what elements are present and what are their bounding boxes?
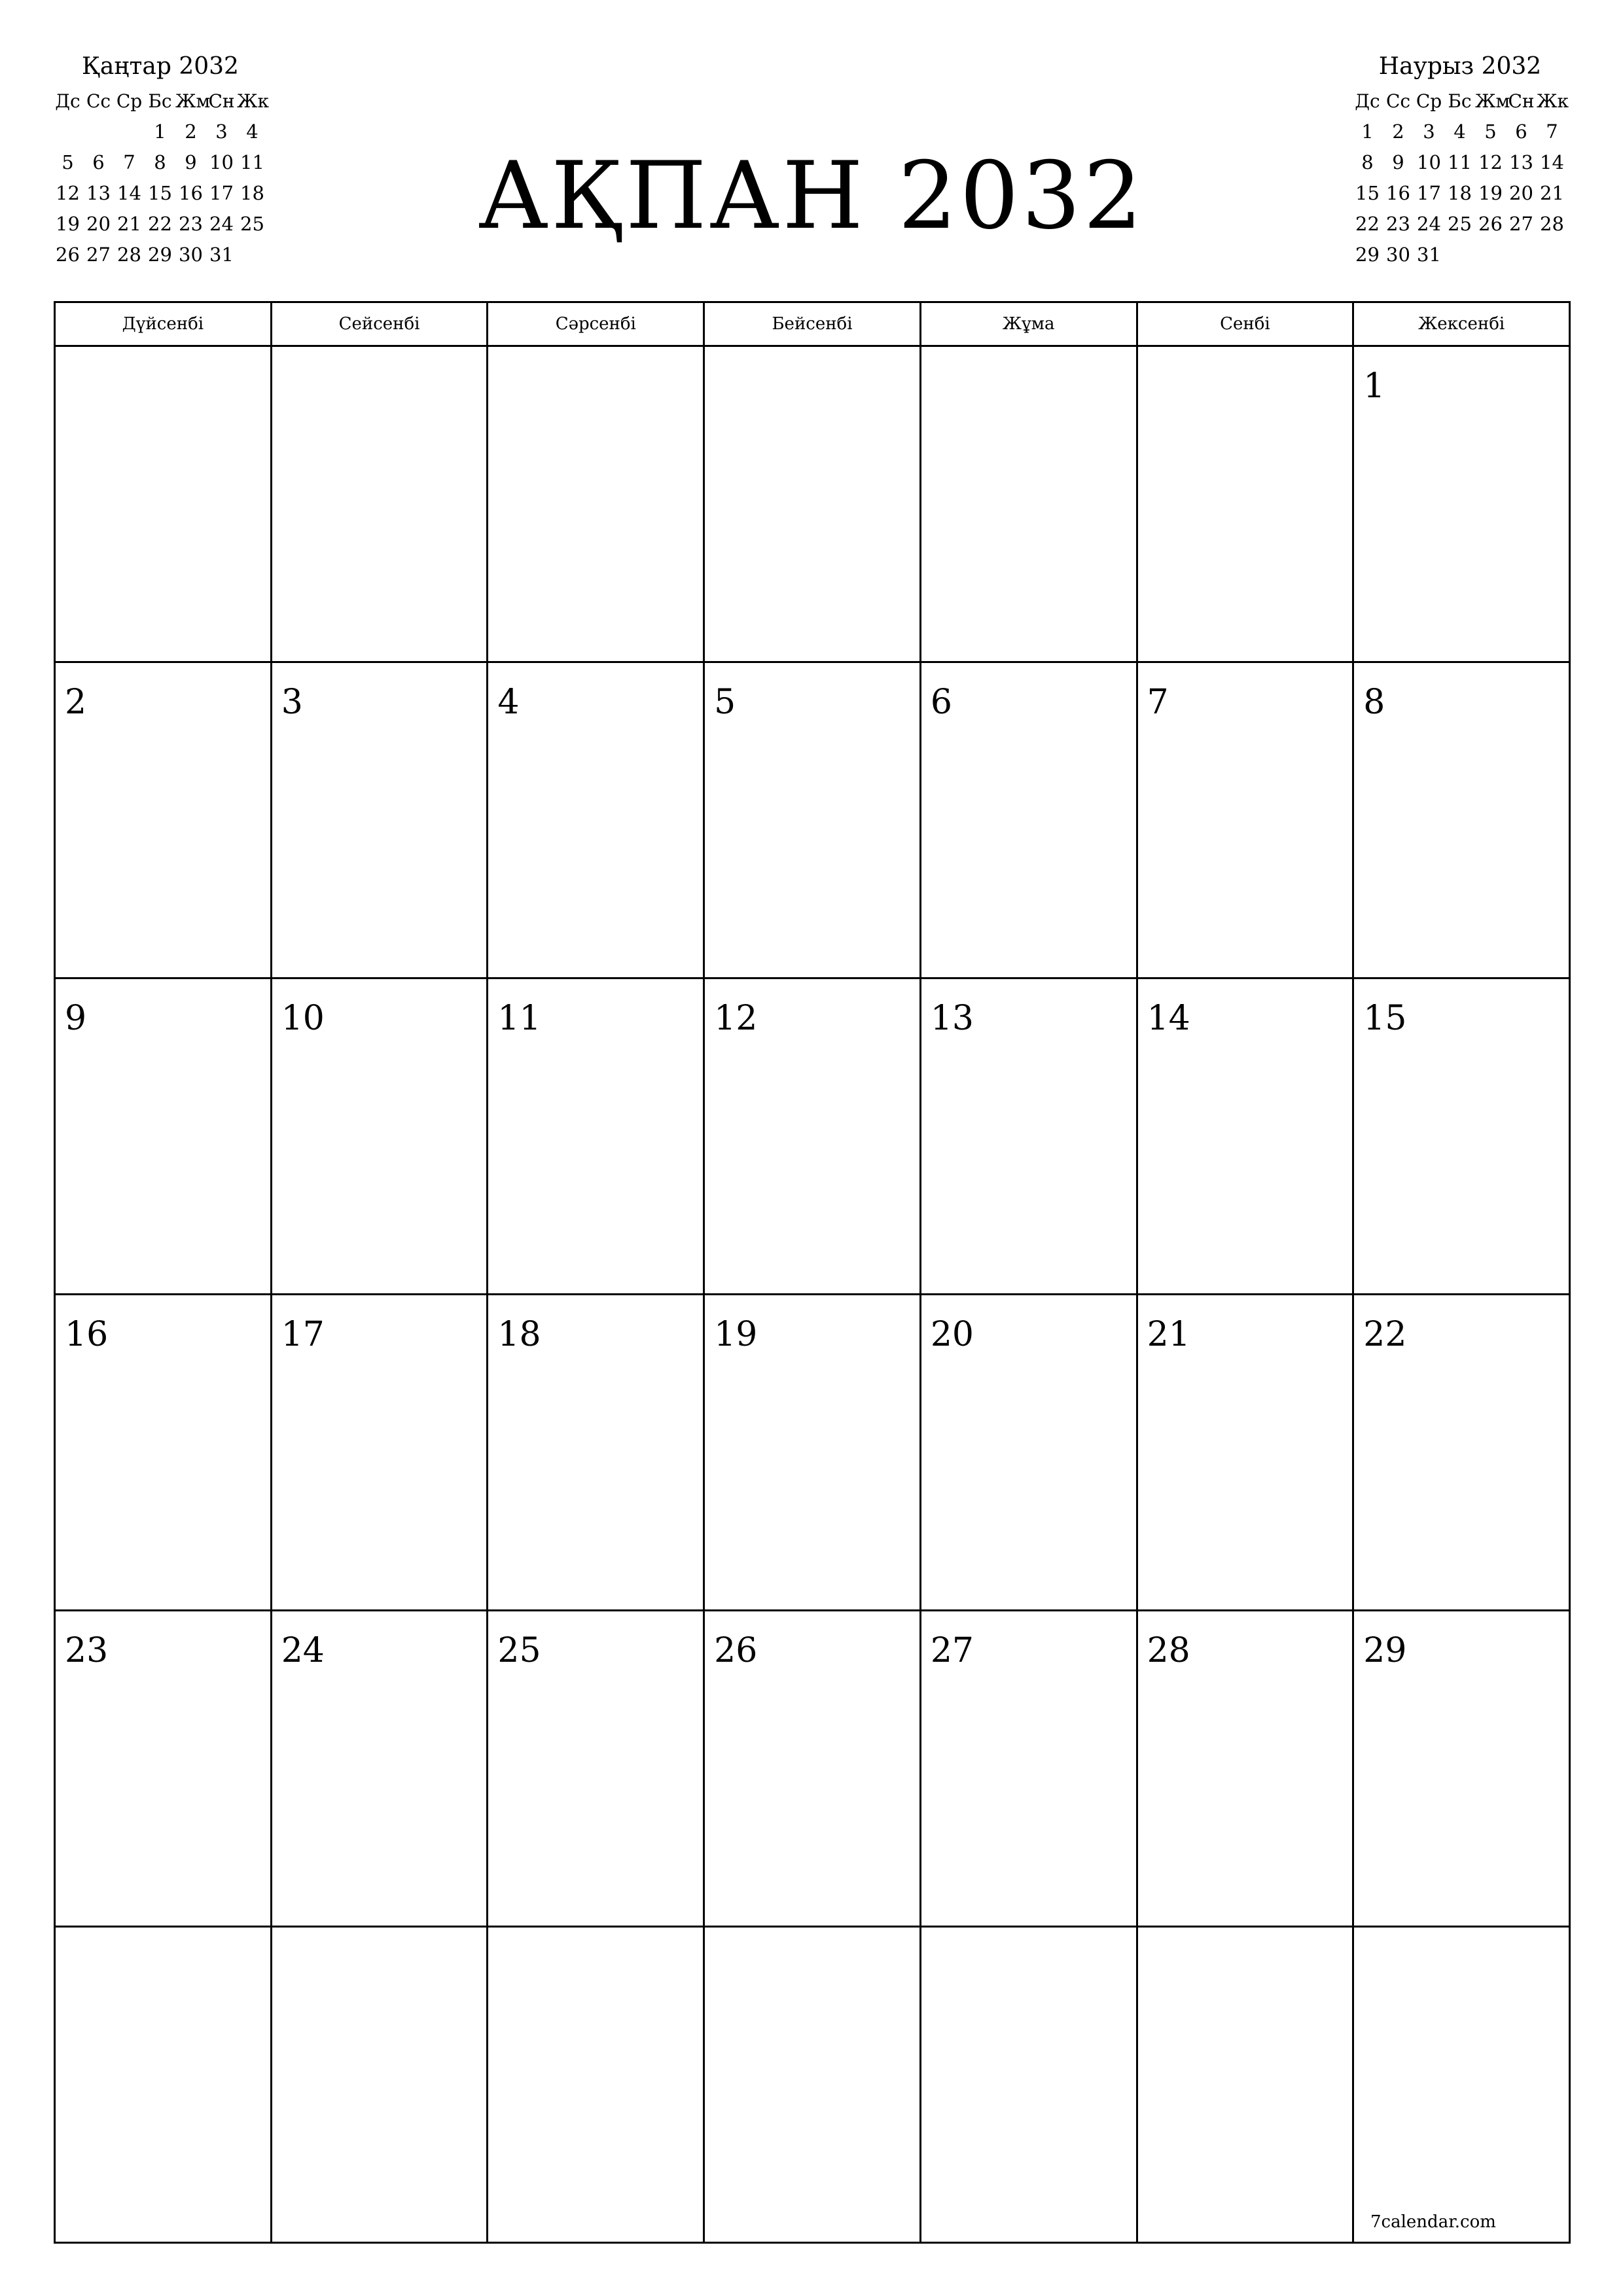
day-cell — [1354, 1928, 1571, 2244]
mini-day: 3 — [215, 120, 228, 143]
day-cell — [488, 663, 705, 979]
day-cell — [705, 663, 921, 979]
day-cell — [272, 979, 489, 1295]
mini-day: 13 — [1509, 151, 1533, 173]
mini-day: 10 — [1417, 151, 1441, 173]
day-number: 6 — [930, 683, 952, 722]
mini-weekday-header: Ср — [116, 90, 143, 112]
weekday-header-row — [54, 301, 1571, 347]
weekday-header: Дүйсенбі — [56, 303, 272, 347]
mini-day: 5 — [1484, 120, 1497, 143]
day-number: 17 — [281, 1315, 325, 1354]
mini-day: 18 — [1448, 182, 1472, 204]
day-cell — [56, 663, 272, 979]
mini-day: 24 — [209, 213, 234, 235]
day-cell — [1138, 1295, 1355, 1611]
mini-weekday-header: Жм — [1475, 90, 1510, 112]
mini-day: 12 — [56, 182, 80, 204]
day-cell — [56, 347, 272, 663]
day-cell — [921, 663, 1138, 979]
day-cell — [705, 1928, 921, 2244]
mini-day: 31 — [1417, 243, 1441, 266]
day-cell — [921, 1928, 1138, 2244]
day-number: 8 — [1363, 683, 1385, 722]
day-grid — [54, 347, 1571, 2244]
mini-weekday-header: Ср — [1416, 90, 1442, 112]
day-cell — [488, 979, 705, 1295]
day-cell — [488, 1611, 705, 1928]
mini-day: 28 — [1540, 213, 1564, 235]
mini-day: 1 — [154, 120, 166, 143]
day-cell — [272, 1295, 489, 1611]
mini-day: 9 — [185, 151, 197, 173]
mini-day: 4 — [246, 120, 259, 143]
day-cell — [1354, 1611, 1571, 1928]
mini-weekday-header: Сн — [1508, 90, 1535, 112]
mini-day: 22 — [1355, 213, 1380, 235]
mini-day: 25 — [1448, 213, 1472, 235]
mini-weekday-header: Сн — [208, 90, 235, 112]
day-number: 1 — [1363, 367, 1385, 406]
mini-weekday-header: Бс — [148, 90, 172, 112]
mini-day: 26 — [56, 243, 80, 266]
mini-day: 20 — [1509, 182, 1533, 204]
mini-day: 29 — [1355, 243, 1380, 266]
mini-day: 14 — [1540, 151, 1564, 173]
mini-day: 3 — [1423, 120, 1435, 143]
mini-day: 21 — [1540, 182, 1564, 204]
day-cell — [1354, 979, 1571, 1295]
day-number: 25 — [497, 1631, 541, 1670]
mini-day: 23 — [179, 213, 203, 235]
mini-day — [1475, 240, 1506, 270]
day-number: 15 — [1363, 999, 1407, 1038]
day-number: 26 — [714, 1631, 758, 1670]
mini-day: 24 — [1417, 213, 1441, 235]
day-number: 9 — [65, 999, 87, 1038]
mini-day: 8 — [1361, 151, 1374, 173]
weekday-header: Сейсенбі — [272, 303, 489, 347]
mini-day: 13 — [86, 182, 111, 204]
mini-day: 27 — [1509, 213, 1533, 235]
mini-day: 30 — [1386, 243, 1410, 266]
day-number: 19 — [714, 1315, 758, 1354]
day-number: 2 — [65, 683, 87, 722]
mini-weekday-header: Жм — [175, 90, 211, 112]
day-number: 22 — [1363, 1315, 1407, 1354]
mini-day: 11 — [1448, 151, 1472, 173]
mini-calendar-title: Наурыз 2032 — [1378, 53, 1542, 80]
mini-day: 31 — [209, 243, 234, 266]
day-cell — [56, 1295, 272, 1611]
mini-day: 22 — [148, 213, 172, 235]
mini-day: 30 — [179, 243, 203, 266]
day-number: 5 — [714, 683, 736, 722]
month-calendar — [54, 301, 1571, 2244]
mini-day: 25 — [240, 213, 264, 235]
mini-day: 4 — [1454, 120, 1466, 143]
mini-day: 6 — [1515, 120, 1527, 143]
mini-day: 17 — [209, 182, 234, 204]
mini-day: 27 — [86, 243, 111, 266]
day-cell — [1354, 1295, 1571, 1611]
weekday-header: Сенбі — [1138, 303, 1355, 347]
day-number: 12 — [714, 999, 758, 1038]
day-number: 24 — [281, 1631, 325, 1670]
day-cell — [705, 347, 921, 663]
mini-day: 8 — [154, 151, 166, 173]
mini-weekday-header: Дс — [1355, 90, 1380, 112]
mini-day — [1506, 240, 1537, 270]
mini-day: 9 — [1392, 151, 1404, 173]
mini-day: 28 — [117, 243, 141, 266]
mini-day: 6 — [92, 151, 105, 173]
mini-day: 20 — [86, 213, 111, 235]
mini-day: 14 — [117, 182, 141, 204]
day-number: 11 — [497, 999, 541, 1038]
day-number: 14 — [1147, 999, 1190, 1038]
day-number: 29 — [1363, 1631, 1407, 1670]
day-cell — [1138, 347, 1355, 663]
day-cell — [488, 347, 705, 663]
mini-weekday-header: Сс — [1385, 90, 1411, 112]
mini-day: 10 — [209, 151, 234, 173]
day-cell — [488, 1295, 705, 1611]
day-cell — [1354, 663, 1571, 979]
mini-weekday-header: Жк — [1537, 90, 1569, 112]
mini-day: 2 — [185, 120, 197, 143]
mini-day: 16 — [179, 182, 203, 204]
day-number: 4 — [497, 683, 520, 722]
day-number: 7 — [1147, 683, 1169, 722]
mini-day: 29 — [148, 243, 172, 266]
mini-day — [1444, 240, 1475, 270]
day-number: 13 — [930, 999, 974, 1038]
mini-weekday-header: Сс — [86, 90, 111, 112]
weekday-header: Жексенбі — [1354, 303, 1571, 347]
day-cell — [272, 663, 489, 979]
day-cell — [921, 1611, 1138, 1928]
day-number: 20 — [930, 1315, 974, 1354]
watermark: 7calendar.com — [1370, 2212, 1496, 2232]
weekday-header: Сәрсенбі — [488, 303, 705, 347]
day-cell — [56, 979, 272, 1295]
day-cell — [705, 979, 921, 1295]
day-cell — [272, 1928, 489, 2244]
mini-day: 18 — [240, 182, 264, 204]
day-cell — [272, 347, 489, 663]
day-cell — [1138, 1611, 1355, 1928]
mini-day: 26 — [1478, 213, 1503, 235]
day-cell — [1138, 663, 1355, 979]
mini-day: 15 — [1355, 182, 1380, 204]
page-title: АҚПАН 2032 — [478, 142, 1145, 250]
day-number: 16 — [65, 1315, 109, 1354]
mini-day: 7 — [1546, 120, 1558, 143]
day-cell — [1138, 979, 1355, 1295]
mini-calendar-grid — [1352, 86, 1568, 270]
mini-calendar-title: Қаңтар 2032 — [82, 53, 239, 80]
mini-day: 17 — [1417, 182, 1441, 204]
day-cell — [705, 1611, 921, 1928]
mini-calendar-next — [1352, 50, 1568, 270]
day-cell — [56, 1611, 272, 1928]
day-cell — [921, 979, 1138, 1295]
day-cell — [921, 1295, 1138, 1611]
mini-weekday-header: Жк — [237, 90, 269, 112]
mini-day: 11 — [240, 151, 264, 173]
mini-weekday-header: Бс — [1448, 90, 1472, 112]
day-cell — [272, 1611, 489, 1928]
mini-day: 23 — [1386, 213, 1410, 235]
day-cell — [488, 1928, 705, 2244]
day-cell — [1138, 1928, 1355, 2244]
day-number: 23 — [65, 1631, 109, 1670]
weekday-header: Жұма — [921, 303, 1138, 347]
day-cell — [56, 1928, 272, 2244]
mini-day — [1537, 240, 1567, 270]
mini-day: 19 — [1478, 182, 1503, 204]
mini-day: 16 — [1386, 182, 1410, 204]
day-number: 10 — [281, 999, 325, 1038]
day-number: 3 — [281, 683, 303, 722]
mini-day: 12 — [1478, 151, 1503, 173]
mini-day: 1 — [1361, 120, 1374, 143]
day-number: 28 — [1147, 1631, 1190, 1670]
weekday-header: Бейсенбі — [705, 303, 921, 347]
mini-day: 7 — [123, 151, 135, 173]
day-cell — [705, 1295, 921, 1611]
mini-day: 19 — [56, 213, 80, 235]
day-number: 21 — [1147, 1315, 1190, 1354]
mini-day: 21 — [117, 213, 141, 235]
mini-day: 2 — [1392, 120, 1404, 143]
day-cell — [1354, 347, 1571, 663]
mini-weekday-header: Дс — [55, 90, 80, 112]
mini-day: 15 — [148, 182, 172, 204]
day-cell — [921, 347, 1138, 663]
day-number: 18 — [497, 1315, 541, 1354]
mini-day: 5 — [62, 151, 74, 173]
day-number: 27 — [930, 1631, 974, 1670]
